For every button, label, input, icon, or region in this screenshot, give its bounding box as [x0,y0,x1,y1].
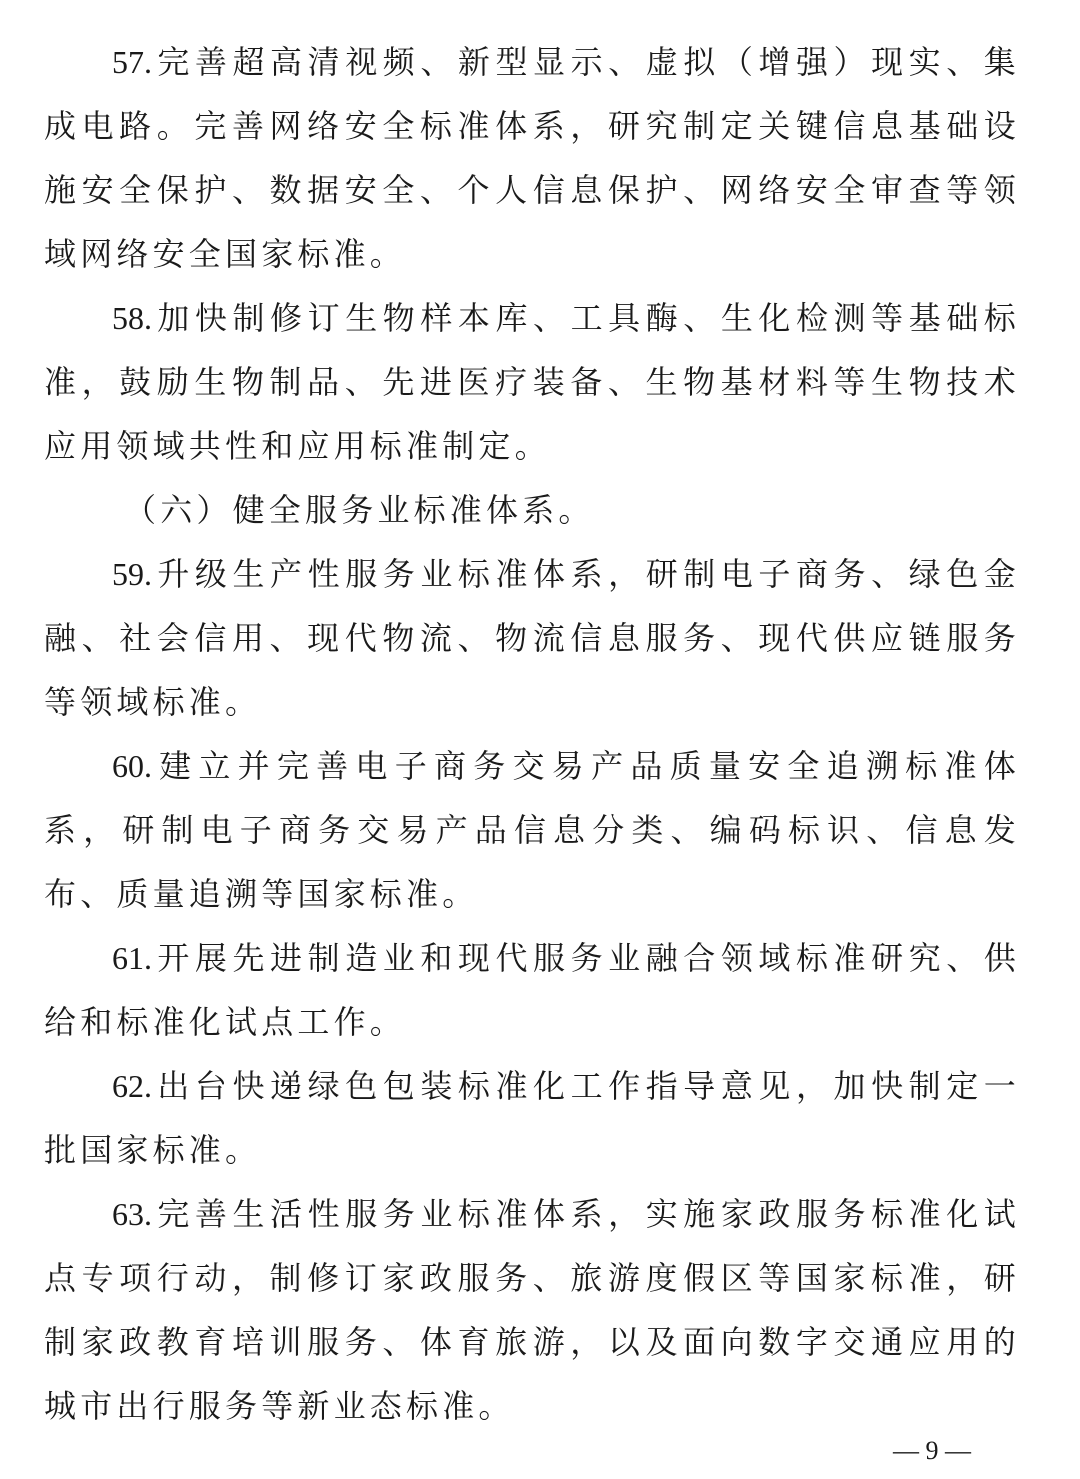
paragraph-text: 出台快递绿色包装标准化工作指导意见，加快制定一批国家标准。 [44,1067,1020,1169]
paragraph-60 [44,734,1020,926]
item-number: 63. [112,1196,152,1232]
section-heading: （六）健全服务业标准体系。 [124,491,595,529]
item-number: 60. [112,748,152,784]
paragraph-text: 升级生产性服务业标准体系，研制电子商务、绿色金融、社会信用、现代物流、物流信息服务、现代供应链服务等领域标准。 [44,555,1020,721]
item-number: 57. [112,44,152,80]
paragraph-57 [44,30,1020,286]
paragraph-text: 建立并完善电子商务交易产品质量安全追溯标准体系，研制电子商务交易产品信息分类、编码标识、信息发布、质量追溯等国家标准。 [44,747,1020,913]
page-number: — 9 — [893,1436,971,1465]
item-number: 58. [112,300,152,336]
paragraph-61 [44,926,1020,1054]
paragraph-58 [44,286,1020,478]
item-number: 61. [112,940,152,976]
paragraph-text: 开展先进制造业和现代服务业融合领域标准研究、供给和标准化试点工作。 [44,939,1020,1041]
paragraph-59 [44,542,1020,734]
paragraph-text: 加快制修订生物样本库、工具酶、生化检测等基础标准，鼓励生物制品、先进医疗装备、生物基材料等生物技术应用领域共性和应用标准制定。 [44,299,1020,465]
paragraph-62 [44,1054,1020,1182]
paragraph-text: 完善超高清视频、新型显示、虚拟（增强）现实、集成电路。完善网络安全标准体系，研究制定关键信息基础设施安全保护、数据安全、个人信息保护、网络安全审查等领域网络安全国家标准。 [44,43,1020,273]
item-number: 62. [112,1068,152,1104]
paragraph-63 [44,1182,1020,1438]
paragraph-text: 完善生活性服务业标准体系，实施家政服务标准化试点专项行动，制修订家政服务、旅游度假区等国家标准，研制家政教育培训服务、体育旅游，以及面向数字交通应用的城市出行服务等新业态标准。 [44,1195,1020,1425]
item-number: 59. [112,556,152,592]
document-body [44,30,1020,1438]
